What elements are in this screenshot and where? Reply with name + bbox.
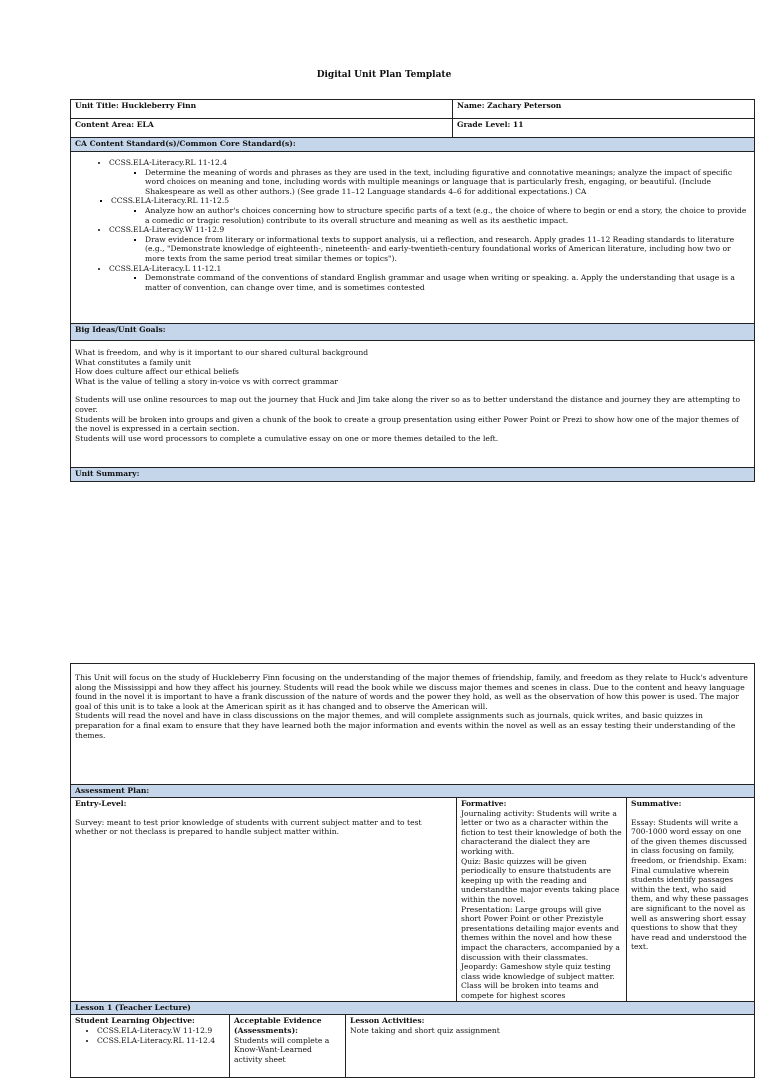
summative-text: Essay: Students will write a 700-1000 word essay on one of the given themes discussed in class focusing on family, freedom, or friendship. Exam: Final cumulative wherein students identify passages within the text, who said them, and why these passages are significant to the novel as well as answering short essay questions to show that they have read and understood the text.: [631, 817, 749, 952]
teacher-name-cell: Name: Zachary Peterson: [453, 100, 755, 119]
big-idea-question: How does culture affect our ethical beliefs: [75, 367, 239, 377]
big-ideas-header: Big Ideas/Unit Goals:: [71, 324, 755, 341]
learning-objective-list: [75, 1026, 225, 1045]
summary-paragraph: Students will read the novel and have in class discussions on the major themes, and will complete assignments such as journals, quick writes, and basic quizzes in preparation for a final exam to ensure that they have learned both the major information and events within the novel as well as an essay testing their understanding of the themes.: [75, 711, 736, 740]
standards-cell: [71, 152, 755, 324]
standards-list: [75, 158, 750, 292]
summative-label: Summative:: [631, 799, 682, 808]
lesson-activities-cell: [346, 1015, 755, 1078]
standard-item: • CCSS.ELA-Literacy.L 11-12.1 ▪ Demonstrate command of the conventions of standard English grammar and usage when writing or speaking. a. Apply the understanding that usage is a matter of convention, can change over time, and is sometimes contested: [109, 264, 750, 293]
entry-level-text: Survey: meant to test prior knowledge of students with current subject matter and to test whether or not theclass is prepared to handle subject matter within.: [75, 817, 422, 837]
unit-plan-table-bottom: [70, 663, 755, 1078]
standards-header: CA Content Standard(s)/Common Core Standard(s):: [71, 138, 755, 152]
unit-title-cell: Unit Title: Huckleberry Finn: [71, 100, 453, 119]
unit-summary-cell: [71, 664, 755, 785]
formative-item: Jeopardy: Gameshow style quiz testing class wide knowledge of subject matter. Class will be broken into teams and compete for highest scores: [461, 962, 615, 1000]
content-area-cell: Content Area: ELA: [71, 119, 453, 138]
formative-item: Journaling activity: Students will write a letter or two as a character within the fiction to test their knowledge of both the characterand the dialect they are working with.: [461, 808, 622, 856]
unit-summary-header: Unit Summary:: [71, 468, 755, 482]
learning-objective-item: • CCSS.ELA-Literacy.W 11-12.9: [97, 1026, 225, 1036]
learning-objective-cell: [71, 1015, 230, 1078]
acceptable-evidence-cell: [230, 1015, 346, 1078]
big-idea-paragraph: Students will be broken into groups and given a chunk of the book to create a group presentation using either Power Point or Prezi to show how one of the major themes of the novel is expressed in a certain section.: [75, 414, 739, 434]
formative-cell: [457, 798, 627, 1002]
standard-detail: ▪ Demonstrate command of the conventions of standard English grammar and usage when writing or speaking. a. Apply the understanding that usage is a matter of convention, can change over time, and is sometimes contested: [145, 273, 750, 292]
document-title: Digital Unit Plan Template: [316, 70, 452, 80]
assessment-plan-header: Assessment Plan:: [71, 785, 755, 798]
learning-objective-item: • CCSS.ELA-Literacy.RL 11-12.4: [97, 1036, 225, 1046]
learning-objective-label: Student Learning Objective:: [75, 1016, 195, 1026]
formative-label: Formative:: [461, 799, 507, 808]
acceptable-evidence-text: Students will complete a Know-Want-Learned activity sheet: [234, 1035, 330, 1064]
standard-code-nested: ▪ CCSS.ELA-Literacy.RL 11-12.5: [111, 196, 750, 206]
formative-item: Quiz: Basic quizzes will be given periodically to ensure thatstudents are keeping up with the reading and understandthe major events taking place within the novel.: [461, 856, 620, 904]
standard-detail: ▪ Draw evidence from literary or informational texts to support analysis, ui a reflection, and research. Apply grades 11–12 Reading standards to literature (e.g., "Demonstrate knowledge of eighteenth-, nineteenth- and early-twentieth-century foundational works of American literature, including how two or more texts from the same period treat similar themes or topics").: [145, 235, 750, 264]
summative-cell: [627, 798, 755, 1002]
grade-level-cell: Grade Level: 11: [453, 119, 755, 138]
standard-detail: ▪ Analyze how an author's choices concerning how to structure specific parts of a text (e.g., the choice of where to begin or end a story, the choice to provide a comedic or tragic resolution) contribute to its overall structure and meaning as well as its aesthetic impact.: [145, 206, 750, 225]
entry-level-cell: [71, 798, 457, 1002]
lesson-1-header: Lesson 1 (Teacher Lecture): [71, 1002, 755, 1015]
big-idea-question: What is freedom, and why is it important to our shared cultural background: [75, 348, 369, 357]
lesson-activities-text: Note taking and short quiz assignment: [350, 1026, 500, 1036]
standard-item: • CCSS.ELA-Literacy.W 11-12.9 ▪ Draw evidence from literary or informational texts to support analysis, ui a reflection, and research. Apply grades 11–12 Reading standards to literature (e.g., "Demonstrate knowledge of eighteenth-, nineteenth- and early-twentieth-century foundational works of American literature, including how two or more texts from the same period treat similar themes or topics").: [109, 225, 750, 263]
lesson-activities-label: Lesson Activities:: [350, 1016, 425, 1026]
big-idea-paragraph: Students will use word processors to complete a cumulative essay on one or more themes detailed to the left.: [75, 433, 499, 443]
unit-plan-table-top: [70, 99, 755, 482]
acceptable-evidence-label: Acceptable Evidence (Assessments):: [234, 1016, 322, 1036]
formative-item: Presentation: Large groups will give short Power Point or other Prezistyle presentations detailing major events and themes within the novel and how these impact the characters, accompanied by a discussion with their classmates.: [461, 904, 620, 962]
big-idea-question: What is the value of telling a story in-voice vs with correct grammar: [75, 376, 339, 386]
big-idea-question: What constitutes a family unit: [75, 357, 191, 367]
big-ideas-cell: [71, 341, 755, 468]
summary-paragraph: This Unit will focus on the study of Huckleberry Finn focusing on the understanding of the major themes of friendship, family, and freedom as they relate to Huck's adventure along the Mississippi and how they affect his journey. Students will read the book while we discuss major themes and scenes in class. Due to the content and heavy language found in the novel it is important to have a frank discussion of the nature of words and the power they hold, as well as the observation of how this power is used. The major goal of this unit is to take a look at the American spirit as it has changed and to observe the American will.: [75, 673, 748, 711]
standard-item: [109, 196, 750, 225]
standard-detail: ▪ Determine the meaning of words and phrases as they are used in the text, including figurative and connotative meanings; analyze the impact of specific word choices on meaning and tone, including words with multiple meanings or language that is particularly fresh, engaging, or beautiful. (Include Shakespeare as well as other authors.) (See grade 11–12 Language standards 4–6 for additional expectations.) CA: [145, 168, 750, 197]
entry-level-label: Entry-Level:: [75, 799, 127, 808]
standard-item: • CCSS.ELA-Literacy.RL 11-12.4 ▪ Determine the meaning of words and phrases as they are used in the text, including figurative and connotative meanings; analyze the impact of specific word choices on meaning and tone, including words with multiple meanings or language that is particularly fresh, engaging, or beautiful. (Include Shakespeare as well as other authors.) (See grade 11–12 Language standards 4–6 for additional expectations.) CA: [109, 158, 750, 196]
big-idea-paragraph: Students will use online resources to map out the journey that Huck and Jim take along the river so as to better understand the distance and journey they are attempting to cover.: [75, 395, 741, 414]
